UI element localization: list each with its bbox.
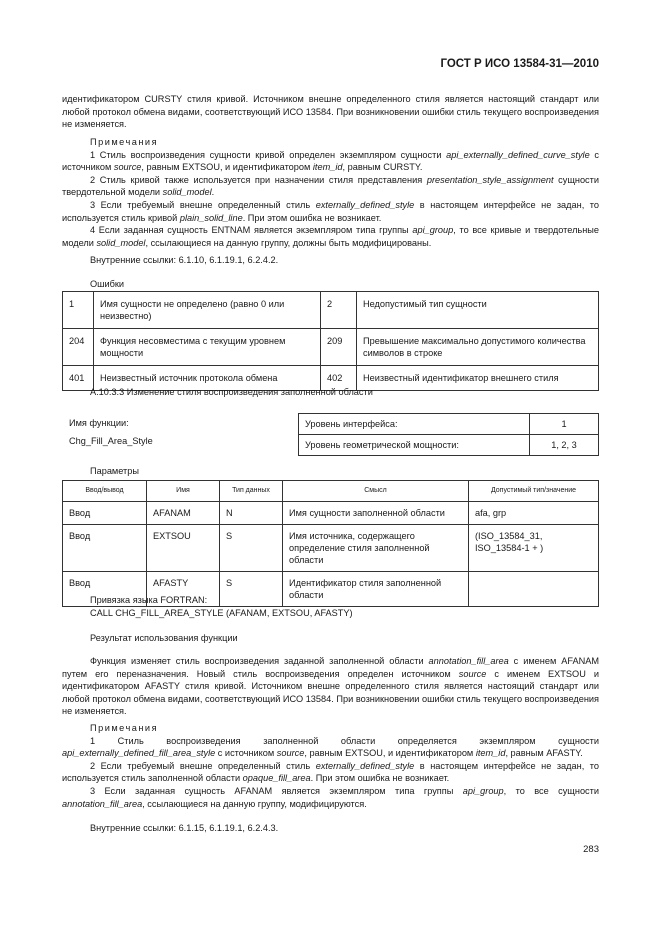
internal-refs-2: Внутренние ссылки: 6.1.15, 6.1.19.1, 6.2.4.3. [90,823,279,833]
fortran-label: Привязка языка FORTRAN: [90,595,208,605]
note-2: 2 Если требуемый внешне определенный стиль externally_defined_style в настоящем интерфейсе не задан, то используется стиль заполненной области opaque_fill_area. При этом ошибка не возникает. [62,760,599,784]
note-3: 3 Если требуемый внешне определенный стиль externally_defined_style в настоящем интерфейсе не задан, то используется стиль кривой plain_solid_line. При этом ошибка не возникает. [62,199,599,223]
errors-title: Ошибки [90,279,125,289]
errors-title-wrap [62,278,599,291]
table-row: Ввод EXTSOU S Имя источника, содержащего определение стиля заполненной области (ISO_13584_31, ISO_13584-1 + ) [63,525,599,572]
result-paragraph: Функция изменяет стиль воспроизведения заданной заполненной области annotation_fill_area с именем AFANAM путем его переназначения. Новый стиль воспроизведения определен источником source с именем EXTSOU и идентификатором AFASTY стиля кривой. Источником внешне определенного стиля является настоящий стандарт или любой протокол обмена видами, соответствующий ИСО 13584. При возникновении ошибки стиль текущего воспроизведения не изменяется. [62,656,599,717]
note-1: 1 Стиль воспроизведения сущности кривой определен экземпляром сущности api_externally_defined_curve_style с источником source, равным EXTSOU, и идентификатором item_id, равным CURSTY. [62,149,599,173]
table-row: 401 Неизвестный источник протокола обмена 402 Неизвестный идентификатор внешнего стиля [63,366,599,391]
note-2: 2 Стиль кривой также используется при назначении стиля представления presentation_style_assignment сущности твердотельной модели solid_model. [62,174,599,198]
note-1: 1 Стиль воспроизведения заполненной области определяется экземпляром сущности api_externally_defined_fill_area_style с источником source, равным EXTSOU, и идентификатором item_id, равным AFASTY. [62,735,599,759]
notes-block-2 [62,722,599,810]
table-row: Уровень геометрической мощности: 1, 2, 3 [299,435,599,456]
fortran-binding [62,594,599,619]
notes-heading: Примечания [90,137,159,147]
params-table [62,480,599,607]
function-name-label: Имя функции: [69,418,129,428]
top-paragraph [62,93,599,131]
internal-refs-1: Внутренние ссылки: 6.1.10, 6.1.19.1, 6.2.4.2. [90,255,279,265]
note-4: 4 Если заданная сущность ENTNAM является экземпляром типа группы api_group, то все кривые и твердотельные модели solid_model, ссылающиеся на данную группу, должны быть модифицированы. [62,225,600,248]
params-title-wrap [62,465,599,478]
table-row: Ввод AFANAM N Имя сущности заполненной области afa, grp [63,502,599,525]
section-title-wrap [62,386,599,399]
result-title-wrap [62,632,599,645]
function-level-table [298,413,599,456]
params-title: Параметры [90,466,139,476]
page-number: 283 [583,844,599,855]
function-name-value: Chg_Fill_Area_Style [69,436,153,446]
fortran-call: CALL CHG_FILL_AREA_STYLE (AFANAM, EXTSOU, AFASTY) [90,607,353,618]
result-title: Результат использования функции [90,633,238,643]
standard-header: ГОСТ Р ИСО 13584-31—2010 [440,58,599,70]
errors-table [62,291,599,391]
table-row: 1 Имя сущности не определено (равно 0 или неизвестно) 2 Недопустимый тип сущности [63,292,599,329]
note-3: 3 Если заданная сущность AFANAM является экземпляром типа группы api_group, то все сущности annotation_fill_area, ссылающиеся на данную группу, модифицируются. [62,785,599,809]
continuation-text: идентификатором CURSTY стиля кривой. Источником внешне определенного стиля является настоящий стандарт или любой протокол обмена видами, соответствующий ИСО 13584. При возникновении ошибки стиль текущего воспроизведения не изменяется. [62,94,599,130]
table-row: Ввод AFASTY S Идентификатор стиля заполненной области [63,572,599,607]
table-row: 204 Функция несовместима с текущим уровнем мощности 209 Превышение максимально допустимого количества символов в строке [63,329,599,366]
section-title: А.10.3.3 Изменение стиля воспроизведения заполненной области [90,387,373,397]
table-row: Уровень интерфейса: 1 [299,414,599,435]
table-header-row: Ввод/вывод Имя Тип данных Смысл Допустимый тип/значение [63,481,599,502]
notes-block-1 [62,136,599,249]
notes-heading: Примечания [90,723,159,733]
